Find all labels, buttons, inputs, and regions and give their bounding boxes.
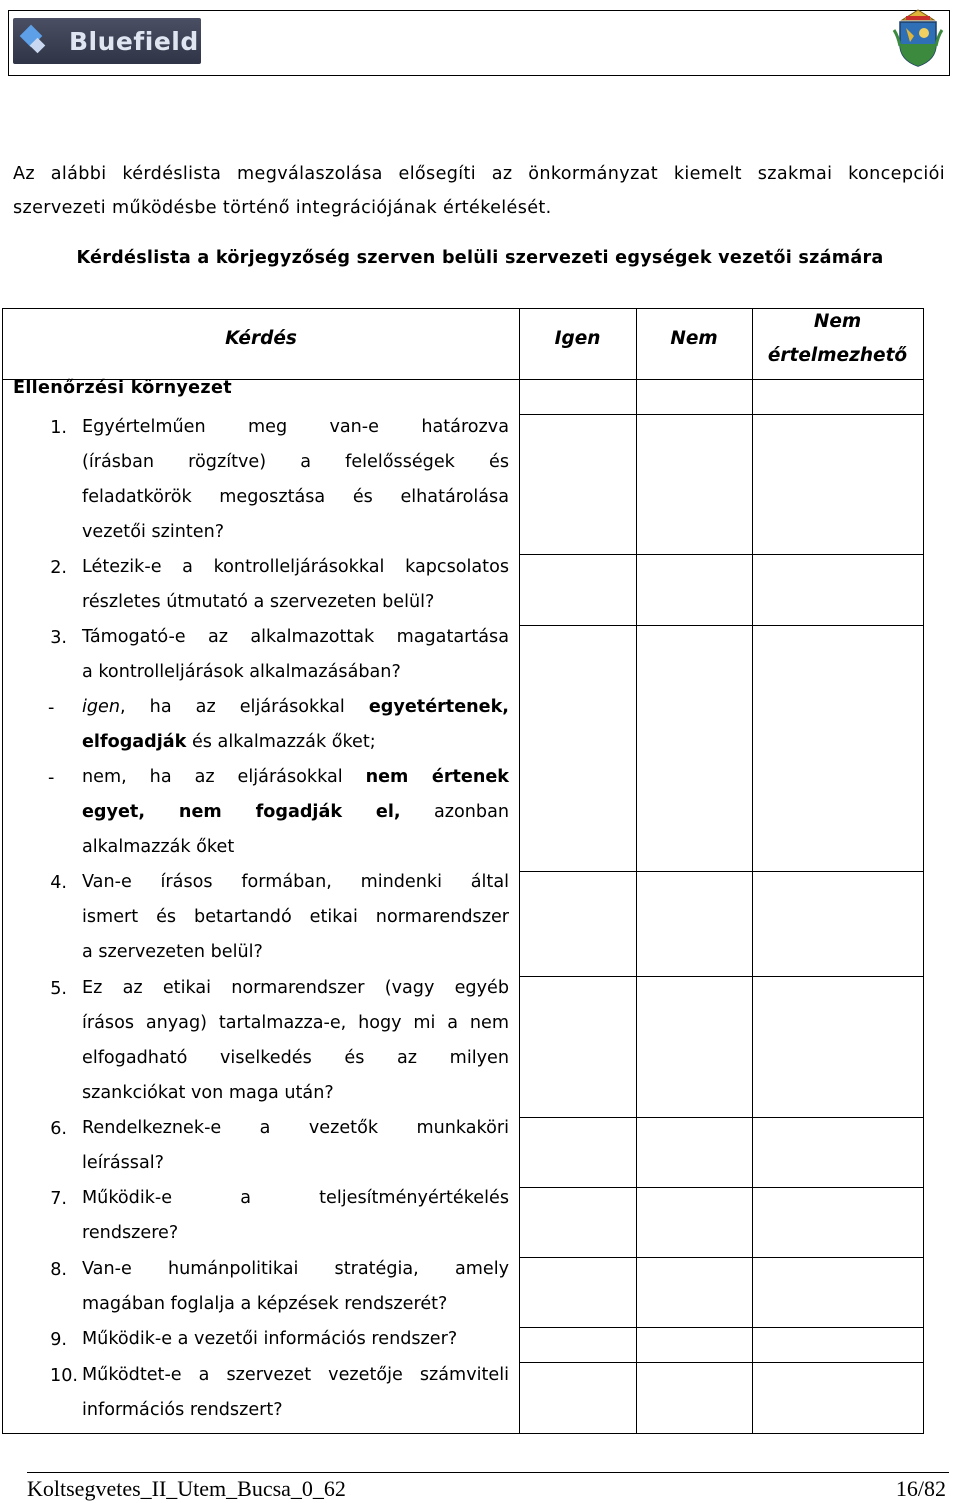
- question-2: Létezik-e a kontrolleljárásokkal kapcsolatos részletes útmutató a szervezeten belül?: [82, 557, 509, 612]
- row-divider: [519, 1327, 923, 1328]
- logo-text: Bluefield: [69, 26, 199, 56]
- question-10: Működtet-e a szervezet vezetője számviteli információs rendszert?: [82, 1365, 509, 1420]
- footer-rule: [27, 1472, 949, 1473]
- question-8: Van-e humánpolitikai stratégia, amely magában foglalja a képzések rendszerét?: [82, 1259, 509, 1314]
- question-number: 10.: [50, 1366, 78, 1386]
- section-divider: [519, 414, 923, 415]
- row-divider: [519, 625, 923, 626]
- bullet-dash: -: [48, 768, 55, 788]
- question-4: Van-e írásos formában, mindenki által ismert és betartandó etikai normarendszer a szervezeten belül?: [82, 872, 509, 962]
- question-number: 8.: [50, 1260, 67, 1280]
- row-divider: [519, 871, 923, 872]
- footer-doc-name: Koltsegvetes_II_Utem_Bucsa_0_62: [27, 1476, 346, 1501]
- question-number: 6.: [50, 1119, 67, 1139]
- row-divider: [519, 976, 923, 977]
- question-number: 2.: [50, 558, 67, 578]
- question-number: 9.: [50, 1330, 67, 1350]
- bullet-yes: igen, ha az eljárásokkal egyetértenek, elfogadják és alkalmazzák őket;: [82, 697, 509, 752]
- question-number: 4.: [50, 873, 67, 893]
- row-divider: [519, 1187, 923, 1188]
- question-number: 3.: [50, 628, 67, 648]
- section-heading: Ellenőrzési környezet: [13, 378, 232, 398]
- header-no: Nem: [670, 328, 718, 349]
- row-divider: [519, 554, 923, 555]
- row-divider: [519, 1362, 923, 1363]
- bullet-no: nem, ha az eljárásokkal nem értenek egyet, nem fogadják el, azonban alkalmazzák őket: [82, 767, 509, 857]
- bluefield-logo: [13, 18, 201, 64]
- logo-diamond-icon: [13, 18, 53, 64]
- intro-paragraph: Az alábbi kérdéslista megválaszolása elősegíti az önkormányzat kiemelt szakmai koncepciói szervezeti működésbe történő integrációjának értékelését.: [13, 164, 945, 218]
- question-3: Támogató-e az alkalmazottak magatartása a kontrolleljárások alkalmazásában?: [82, 627, 509, 682]
- row-divider: [519, 1257, 923, 1258]
- question-7: Működik-e a teljesítményértékelés rendszere?: [82, 1188, 509, 1243]
- checklist-title: Kérdéslista a körjegyzőség szerven belüli szervezeti egységek vezetői számára: [76, 248, 884, 268]
- header-question: Kérdés: [225, 328, 297, 349]
- header-na-line2: értelmezhető: [767, 345, 908, 366]
- footer-page-number: 16/82: [895, 1476, 946, 1501]
- question-number: 5.: [50, 979, 67, 999]
- header-na-line1: Nem: [813, 311, 862, 332]
- question-6: Rendelkeznek-e a vezetők munkaköri leírással?: [82, 1118, 509, 1173]
- question-number: 7.: [50, 1189, 67, 1209]
- coat-of-arms-icon: [892, 6, 944, 68]
- bullet-dash: -: [48, 698, 55, 718]
- question-number: 1.: [50, 418, 67, 438]
- header-yes: Igen: [554, 328, 601, 349]
- question-9: Működik-e a vezetői információs rendszer?: [82, 1329, 458, 1349]
- question-5: Ez az etikai normarendszer (vagy egyéb írásos anyag) tartalmazza-e, hogy mi a nem elfogadható viselkedés és az milyen szankciókat von maga után?: [82, 978, 509, 1103]
- row-divider: [519, 1117, 923, 1118]
- question-1: Egyértelműen meg van-e határozva (írásban rögzítve) a felelősségek és feladatkörök megosztása és elhatárolása vezetői szinten?: [82, 417, 509, 542]
